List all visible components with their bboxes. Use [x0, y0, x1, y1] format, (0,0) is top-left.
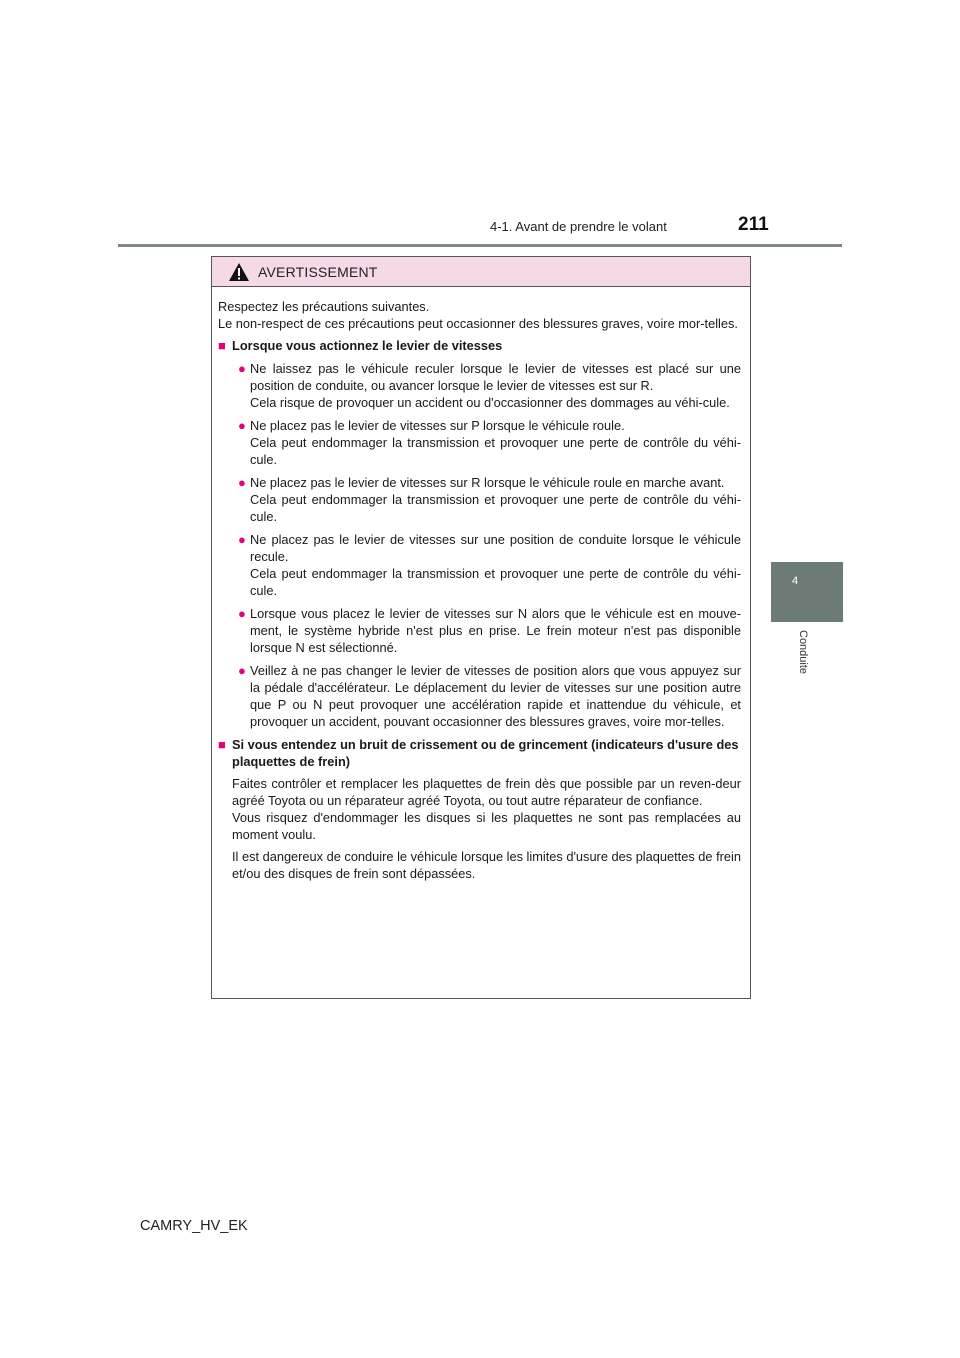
bullet-dot-icon: ● — [238, 606, 246, 621]
header-section-title: 4-1. Avant de prendre le volant — [490, 219, 667, 234]
list-item-text: Lorsque vous placez le levier de vitesses sur N alors que le véhicule est en mouve-ment, le système hybride n'est plus en prise. Le frein moteur n'est pas disponible lorsque N est sélectionné. — [250, 606, 741, 655]
header-divider — [118, 244, 842, 247]
bullet-dot-icon: ● — [238, 361, 246, 376]
section-heading-gear-lever — [218, 337, 741, 354]
brake-pad-paragraph: Il est dangereux de conduire le véhicule lorsque les limites d'usure des plaquettes de frein et/ou des disques de frein sont dépassées. — [232, 849, 741, 881]
model-code: CAMRY_HV_EK — [140, 1218, 248, 1234]
bullet-dot-icon: ● — [238, 418, 246, 433]
bullet-dot-icon: ● — [238, 475, 246, 490]
list-item-text: Veillez à ne pas changer le levier de vitesses de position alors que vous appuyez sur la pédale d'accélérateur. Le déplacement du levier de vitesses sur une position autre que P ou N peut provoquer une accélération rapide et inattendue du véhicule, et provoquer un accident, pouvant occasionner des blessures graves, voire mor-telles. — [250, 663, 741, 729]
chapter-number: 4 — [792, 575, 799, 587]
list-item — [218, 474, 741, 525]
warning-box — [211, 256, 751, 999]
brake-pad-paragraph: Faites contrôler et remplacer les plaquettes de frein dès que possible par un reven-deur agréé Toyota ou un réparateur agréé Toyota, ou tout autre réparateur de confiance. Vous risquez d'endommager les disques si les plaquettes ne sont pas remplacées au moment voulu. — [232, 776, 741, 842]
chapter-label: Conduite — [797, 630, 809, 675]
list-item — [218, 531, 741, 599]
section-heading-brake-pads — [218, 736, 741, 770]
list-item-text: Ne placez pas le levier de vitesses sur une position de conduite lorsque le véhicule recule. Cela peut endommager la transmission et provoquer une perte de contrôle du véhi-cule. — [250, 532, 741, 598]
section-title: Lorsque vous actionnez le levier de vitesses — [232, 338, 503, 353]
bullet-dot-icon: ● — [238, 532, 246, 547]
warning-body — [212, 287, 750, 882]
bullet-dot-icon: ● — [238, 663, 246, 678]
square-bullet-icon: ■ — [218, 338, 226, 353]
warning-intro: Respectez les précautions suivantes. Le non-respect de ces précautions peut occasionner des blessures graves, voire mor-telles. — [218, 299, 738, 331]
warning-header — [212, 257, 750, 287]
page-number: 211 — [738, 214, 769, 235]
section-title: Si vous entendez un bruit de crissement ou de grincement (indicateurs d'usure des plaquettes de frein) — [232, 737, 739, 769]
warning-title: AVERTISSEMENT — [258, 263, 378, 280]
list-item-text: Ne laissez pas le véhicule reculer lorsque le levier de vitesses est placé sur une position de conduite, ou avancer lorsque le levier de vitesses est sur R. Cela risque de provoquer un accident ou d'occasionner des dommages au véhi-cule. — [250, 361, 741, 410]
list-item-text: Ne placez pas le levier de vitesses sur R lorsque le véhicule roule en marche avant. Cela peut endommager la transmission et provoquer une perte de contrôle du véhi-cule. — [250, 475, 741, 524]
list-item — [218, 360, 741, 411]
list-item — [218, 417, 741, 468]
list-item — [218, 605, 741, 656]
square-bullet-icon: ■ — [218, 737, 226, 752]
list-item-text: Ne placez pas le levier de vitesses sur P lorsque le véhicule roule. Cela peut endommager la transmission et provoquer une perte de contrôle du véhi-cule. — [250, 418, 741, 467]
list-item — [218, 662, 741, 730]
chapter-tab — [771, 562, 843, 622]
warning-triangle-icon — [228, 262, 250, 282]
